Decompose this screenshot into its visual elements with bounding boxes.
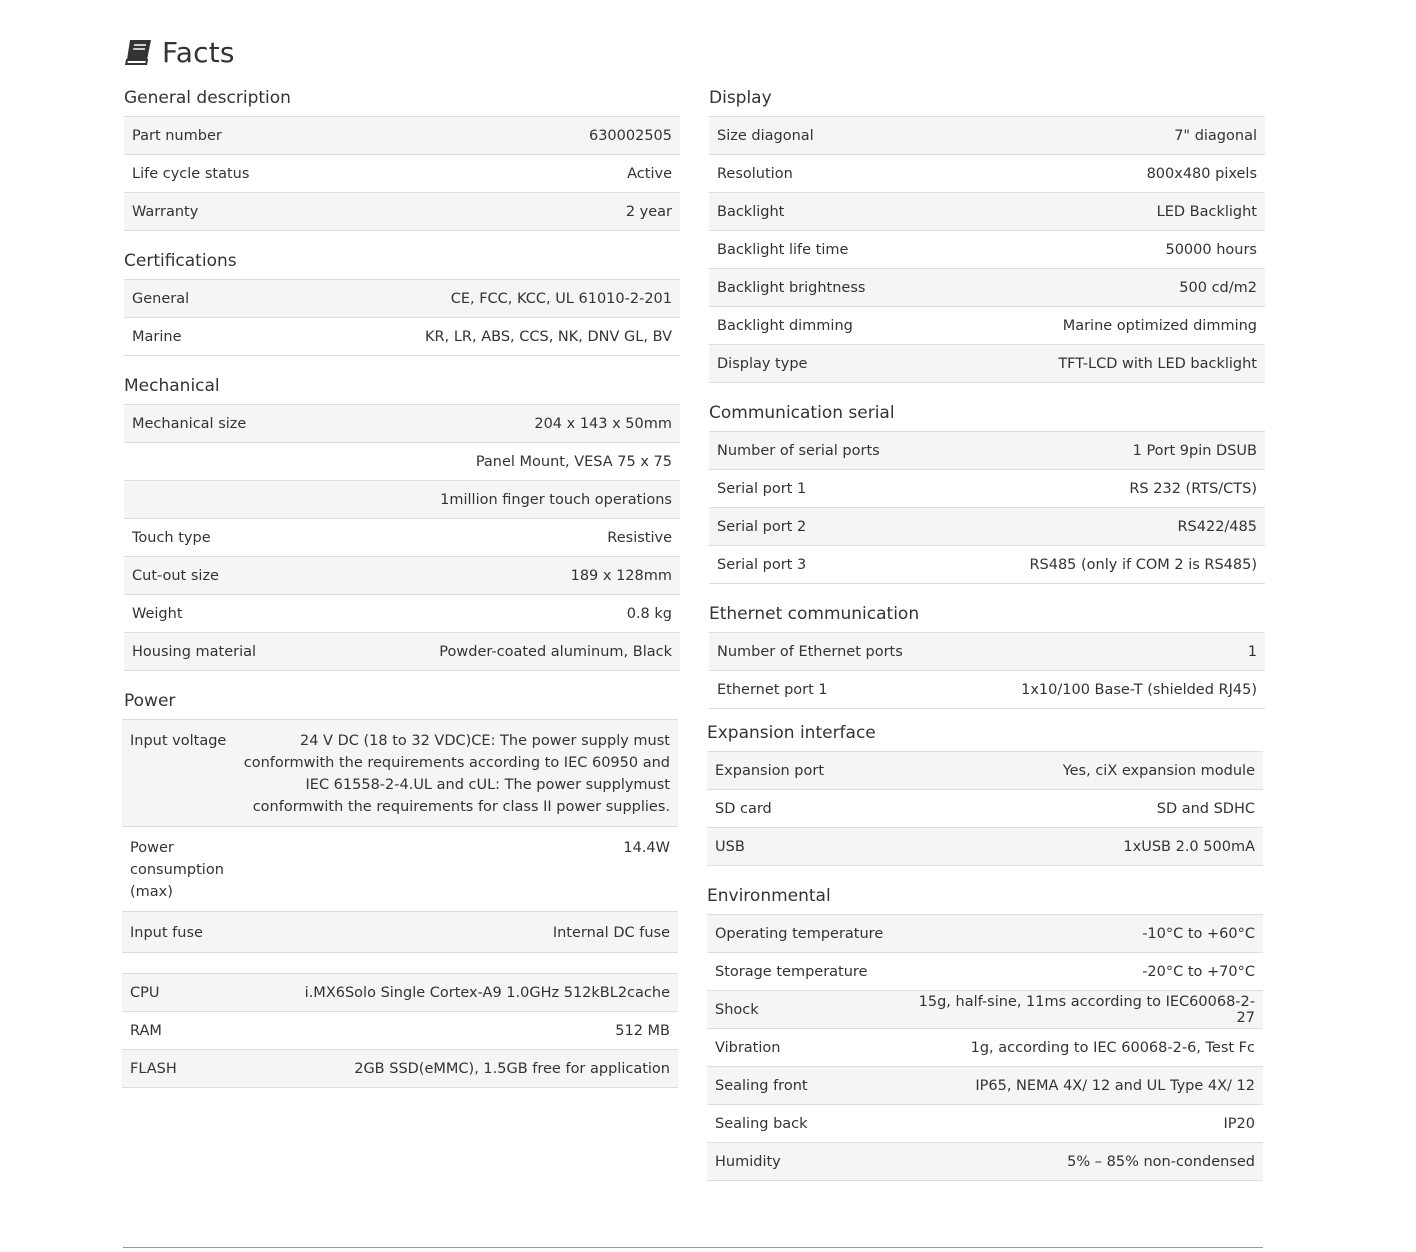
table-row (122, 974, 678, 1012)
bottom-divider (123, 1247, 1263, 1248)
table-row (124, 443, 680, 481)
row-label: Marine (124, 318, 291, 356)
spec-table (709, 632, 1265, 709)
table-row (709, 470, 1265, 508)
row-value: 512 MB (233, 1012, 678, 1050)
table-row (709, 231, 1265, 269)
row-label: Input fuse (122, 912, 233, 953)
section-system (122, 973, 678, 1088)
table-row (709, 633, 1265, 671)
section-title: Expansion interface (707, 723, 876, 743)
section-power (122, 689, 678, 953)
section-environmental (707, 884, 1263, 1181)
row-label: Backlight life time (709, 231, 931, 269)
section-title: Display (709, 88, 772, 108)
table-row (707, 1029, 1263, 1067)
table-row (709, 432, 1265, 470)
row-value: 50000 hours (931, 231, 1265, 269)
row-value: TFT-LCD with LED backlight (931, 345, 1265, 383)
right-column (709, 86, 1265, 1181)
row-label: Backlight brightness (709, 269, 931, 307)
row-value: 1 Port 9pin DSUB (931, 432, 1265, 470)
table-row (709, 269, 1265, 307)
table-row (124, 117, 680, 155)
row-value: Marine optimized dimming (931, 307, 1265, 345)
row-value: 14.4W (233, 827, 678, 912)
section-communication-serial (709, 401, 1265, 584)
row-value: IP65, NEMA 4X/ 12 and UL Type 4X/ 12 (902, 1067, 1263, 1105)
row-label: Serial port 3 (709, 546, 931, 584)
table-row (124, 155, 680, 193)
row-value: 1million finger touch operations (291, 481, 680, 519)
row-value: SD and SDHC (929, 790, 1263, 828)
row-value: RS 232 (RTS/CTS) (931, 470, 1265, 508)
table-row (122, 720, 678, 827)
row-label: Touch type (124, 519, 291, 557)
section-title: Environmental (707, 886, 831, 906)
row-label: Backlight (709, 193, 931, 231)
table-row (122, 827, 678, 912)
table-row (124, 595, 680, 633)
table-row (122, 912, 678, 953)
spec-table (709, 431, 1265, 584)
row-label: Sealing front (707, 1067, 902, 1105)
spec-table (124, 404, 680, 671)
spec-table (122, 973, 678, 1088)
spec-table (709, 116, 1265, 383)
row-label: SD card (707, 790, 929, 828)
row-label: Storage temperature (707, 953, 902, 991)
row-value: i.MX6Solo Single Cortex-A9 1.0GHz 512kBL2cache (233, 974, 678, 1012)
page-title (124, 33, 235, 71)
section-title: Power (124, 691, 176, 711)
row-value: Powder-coated aluminum, Black (291, 633, 680, 671)
section-general-description (124, 86, 680, 231)
row-value: Yes, ciX expansion module (929, 752, 1263, 790)
row-label: Power consumption (max) (122, 827, 233, 912)
table-row (707, 752, 1263, 790)
table-row (707, 1067, 1263, 1105)
row-value: 630002505 (335, 117, 680, 155)
row-label: FLASH (122, 1050, 233, 1088)
row-label: RAM (122, 1012, 233, 1050)
row-value: 800x480 pixels (931, 155, 1265, 193)
row-label: Input voltage (122, 720, 233, 827)
table-row (124, 557, 680, 595)
table-row (709, 193, 1265, 231)
row-label: Part number (124, 117, 335, 155)
row-label: Number of Ethernet ports (709, 633, 987, 671)
row-value: -10°C to +60°C (902, 915, 1263, 953)
row-label: Weight (124, 595, 291, 633)
table-row (707, 915, 1263, 953)
row-label: Serial port 1 (709, 470, 931, 508)
row-value: 204 x 143 x 50mm (291, 405, 680, 443)
table-row (707, 1105, 1263, 1143)
row-label: Life cycle status (124, 155, 335, 193)
row-value: 24 V DC (18 to 32 VDC)CE: The power supply must conformwith the requirements according to IEC 60950 and IEC 61558-2-4.UL and cUL: The power supplymust conformwith the requirements for class II power supplies. (233, 720, 678, 827)
spec-table (124, 279, 680, 356)
row-label: Warranty (124, 193, 335, 231)
row-value: 1g, according to IEC 60068-2-6, Test Fc (902, 1029, 1263, 1067)
row-label (124, 481, 291, 519)
book-icon (124, 38, 154, 66)
row-label: Resolution (709, 155, 931, 193)
row-label: Humidity (707, 1143, 902, 1181)
row-value: 0.8 kg (291, 595, 680, 633)
section-title: Ethernet communication (709, 604, 920, 624)
spec-table (122, 719, 678, 953)
row-label: General (124, 280, 291, 318)
table-row (707, 790, 1263, 828)
row-label: Serial port 2 (709, 508, 931, 546)
table-row (707, 991, 1263, 1029)
table-row (124, 193, 680, 231)
row-label: Housing material (124, 633, 291, 671)
row-value: 500 cd/m2 (931, 269, 1265, 307)
row-value: 189 x 128mm (291, 557, 680, 595)
section-expansion-interface (707, 721, 1263, 866)
section-title: Communication serial (709, 403, 895, 423)
row-value: LED Backlight (931, 193, 1265, 231)
row-value: -20°C to +70°C (902, 953, 1263, 991)
table-row (709, 671, 1265, 709)
row-label: Shock (707, 991, 902, 1029)
table-row (124, 481, 680, 519)
table-row (124, 405, 680, 443)
row-value: RS485 (only if COM 2 is RS485) (931, 546, 1265, 584)
row-value: 1xUSB 2.0 500mA (929, 828, 1263, 866)
table-row (709, 307, 1265, 345)
row-label: USB (707, 828, 929, 866)
row-label: Backlight dimming (709, 307, 931, 345)
section-ethernet-communication (709, 602, 1265, 709)
row-value: KR, LR, ABS, CCS, NK, DNV GL, BV (291, 318, 680, 356)
row-value: 2 year (335, 193, 680, 231)
table-row (709, 345, 1265, 383)
section-title: Mechanical (124, 376, 220, 396)
table-row (122, 1050, 678, 1088)
row-value: 1x10/100 Base-T (shielded RJ45) (987, 671, 1265, 709)
row-value: RS422/485 (931, 508, 1265, 546)
section-certifications (124, 249, 680, 356)
table-row (124, 519, 680, 557)
row-label: Ethernet port 1 (709, 671, 987, 709)
table-row (707, 1143, 1263, 1181)
table-row (124, 318, 680, 356)
page-title-text: Facts (162, 35, 235, 69)
row-label (124, 443, 291, 481)
row-value: 5% – 85% non-condensed (902, 1143, 1263, 1181)
spec-table (707, 914, 1263, 1181)
table-row (124, 280, 680, 318)
row-value: 15g, half-sine, 11ms according to IEC60068-2-27 (902, 991, 1263, 1029)
row-label: Vibration (707, 1029, 902, 1067)
table-row (709, 546, 1265, 584)
spec-table (124, 116, 680, 231)
row-label: Operating temperature (707, 915, 902, 953)
row-value: 2GB SSD(eMMC), 1.5GB free for application (233, 1050, 678, 1088)
row-label: Number of serial ports (709, 432, 931, 470)
section-title: Certifications (124, 251, 237, 271)
section-title: General description (124, 88, 291, 108)
row-value: Resistive (291, 519, 680, 557)
table-row (122, 1012, 678, 1050)
row-value: IP20 (902, 1105, 1263, 1143)
table-row (709, 117, 1265, 155)
row-value: Internal DC fuse (233, 912, 678, 953)
row-value: CE, FCC, KCC, UL 61010-2-201 (291, 280, 680, 318)
row-label: Expansion port (707, 752, 929, 790)
section-display (709, 86, 1265, 383)
left-column (124, 86, 680, 1088)
row-value: 7" diagonal (931, 117, 1265, 155)
row-label: Mechanical size (124, 405, 291, 443)
row-value: 1 (987, 633, 1265, 671)
row-label: Display type (709, 345, 931, 383)
row-label: CPU (122, 974, 233, 1012)
table-row (707, 828, 1263, 866)
table-row (124, 633, 680, 671)
spec-table (707, 751, 1263, 866)
section-mechanical (124, 374, 680, 671)
table-row (709, 508, 1265, 546)
row-value: Panel Mount, VESA 75 x 75 (291, 443, 680, 481)
row-label: Cut-out size (124, 557, 291, 595)
row-value: Active (335, 155, 680, 193)
row-label: Sealing back (707, 1105, 902, 1143)
row-label: Size diagonal (709, 117, 931, 155)
table-row (709, 155, 1265, 193)
table-row (707, 953, 1263, 991)
